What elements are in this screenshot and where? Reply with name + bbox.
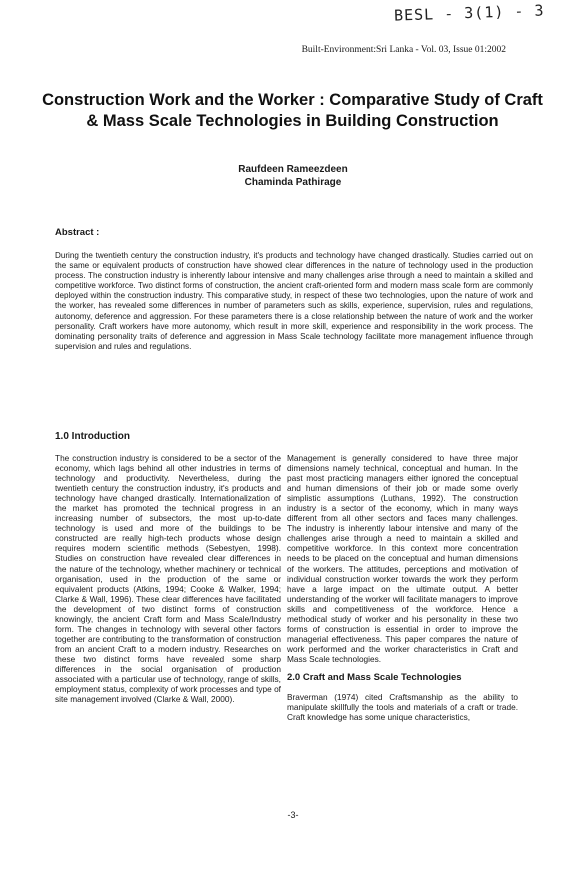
- body-paragraph: Braverman (1974) cited Craftsmanship as the ability to manipulate skillfully the tools and materials of a craft or trade. Craft knowledge has some unique characteristics,: [287, 692, 518, 723]
- right-column: [287, 453, 518, 722]
- section-heading-introduction: 1.0 Introduction: [55, 431, 130, 442]
- body-paragraph: The construction industry is considered to be a sector of the economy, which lags behind all other industries in terms of technology and productivity. Nevertheless, during the twentieth century the construction industry, it's products and technology have changed drastically. Internationalization of the market has promoted the technical progress in an increasing number of subsectors, the most up-to-date technology is used and more of the buildings to be constructed are really high-tech products whose design requires modern scientific methods (Sebestyen, 1998). Studies on construction have revealed clear differences in the nature of the technology, whether machinery or technical organisation, used in the production of the same or equivalent products (Atkins, 1994; Cooke & Walker, 1994; Clarke & Wall, 1996). These clear differences have facilitated the development of two distinct forms of construction knowingly, the ancient Craft form and Mass Scale/Industry form. The changes in technology with several other factors together are contributing to the transformation of construction from an ancient Craft to a modern industry. Researches on these two distinct forms have revealed some sharp differences in the social organisation of production associated with a particular use of technology, range of skills, employment status, complexity of work processes and type of site management involved (Clarke & Wall, 2000).: [55, 453, 281, 705]
- author-name: Chaminda Pathirage: [244, 177, 342, 188]
- author-name: Raufdeen Rameezdeen: [238, 164, 348, 175]
- handwritten-annotation: BESL - 3(1) - 3: [393, 1, 545, 25]
- paper-title: Construction Work and the Worker : Comparative Study of Craft & Mass Scale Technologies in Building Construction: [42, 91, 543, 130]
- page-number: -3-: [287, 810, 299, 820]
- author-list: [0, 163, 586, 189]
- left-column: [55, 453, 281, 704]
- abstract-text: During the twentieth century the construction industry, it's products and technology have changed drastically. Studies carried out on the same or equivalent products of construction have showed clear differences in the nature of technology used in the production process. The construction industry is inherently labour intensive and many challenges arise through a need to maintain a skilled and competitive workforce. Two distinct forms of construction, the ancient craft-oriented form and modern mass scale form are commonly deployed within the construction industry. This comparative study, in respect of these two technologies, upon the nature of work and the worker, has revealed some differences in number of parameters such as skills, experience, supervision, rules and regulations, autonomy, deference and aggression. For these parameters there is a close relationship between the nature of work and the worker personality. Craft workers have more autonomy, which result in more skill, experience and responsibility in the work process. The dominating personality traits of deference and aggression in Mass Scale technology facilitate more management influence through supervision and rules and regulations.: [55, 251, 533, 351]
- abstract-heading: Abstract :: [55, 227, 100, 238]
- body-paragraph: Management is generally considered to have three major dimensions namely technical, conceptual and human. In the past most practicing managers either ignored the conceptual and human dimensions of their job or made some overly simplistic assumptions (Luthans, 1992). The construction industry is a sector of the economy, which in many ways different from all other sectors and faces many challenges. The industry is inherently labour intensive and many of the challenges arise through a need to maintain a skilled and competitive workforce. In this context more concentration needs to be placed on the conceptual and human dimensions of the workers. The attitudes, perceptions and motivation of individual construction worker towards the work they perform have a large impact on the ultimate output. A better understanding of the worker will facilitate managers to improve skills and competitiveness of the workforce. Hence a methodical study of worker and his personality in these two forms of construction is essential in order to improve the managerial effectiveness. This paper compares the nature of work performed and the worker characteristics in Craft and Mass Scale technologies.: [287, 453, 518, 664]
- section-heading-craft-mass-scale: 2.0 Craft and Mass Scale Technologies: [287, 671, 462, 683]
- journal-header: Built-Environment:Sri Lanka - Vol. 03, Issue 01:2002: [301, 45, 506, 55]
